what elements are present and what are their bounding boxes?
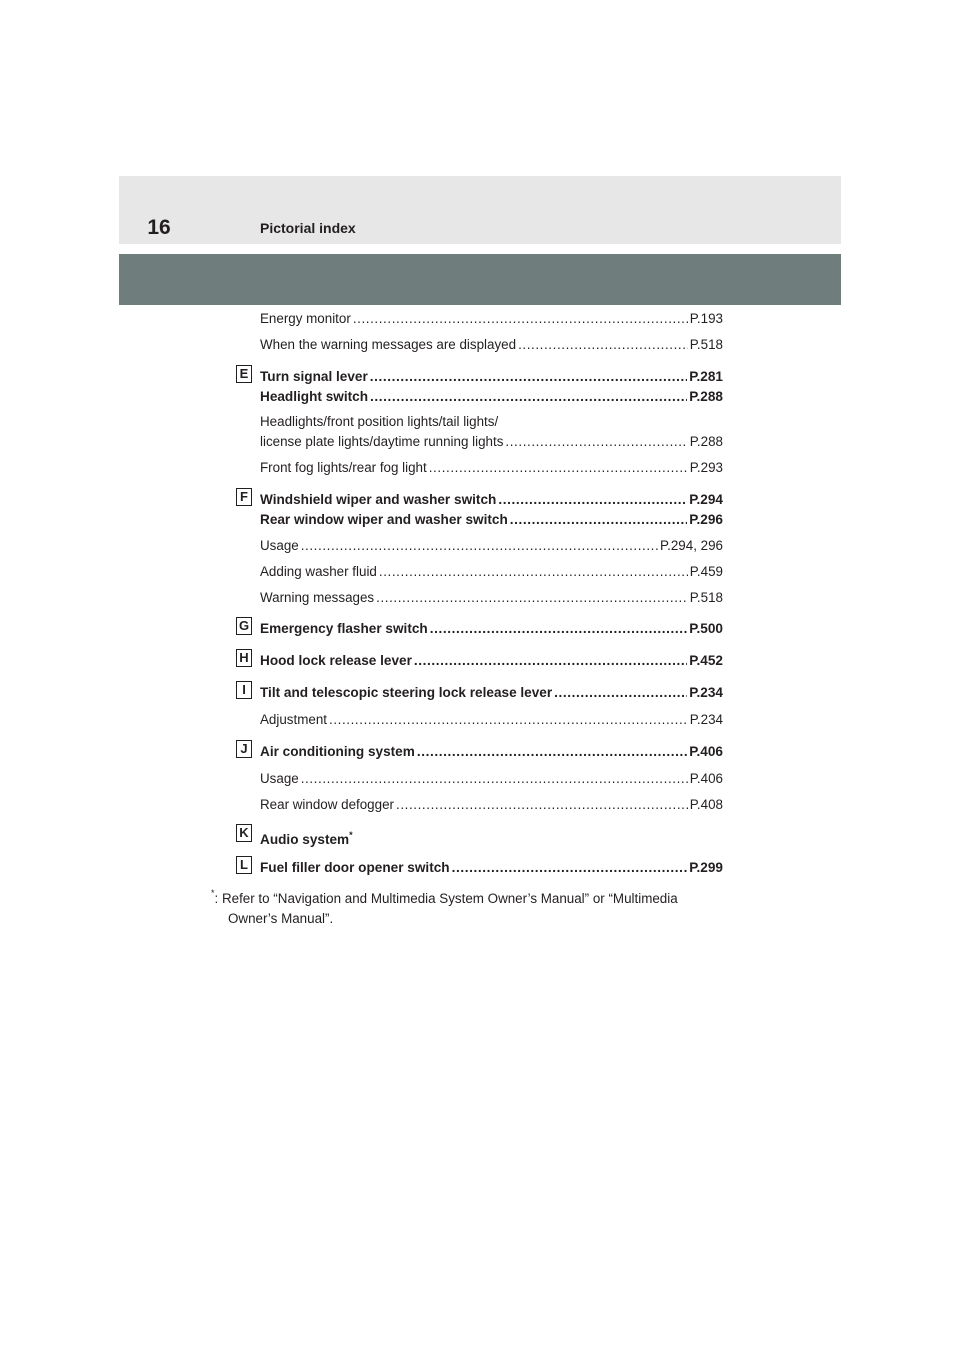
leader-dots (498, 491, 687, 508)
index-entry[interactable] (260, 827, 353, 848)
index-entry[interactable] (260, 336, 723, 353)
footnote-star: * (211, 888, 215, 898)
entry-label: Adding washer fluid (260, 564, 377, 579)
leader-dots (417, 743, 687, 760)
leader-dots (452, 859, 688, 876)
index-entry[interactable] (260, 589, 723, 606)
entry-label: Warning messages (260, 590, 375, 605)
entry-label: Usage (260, 538, 299, 553)
index-entry[interactable] (260, 511, 723, 528)
leader-dots (329, 711, 688, 728)
index-entry[interactable] (260, 711, 723, 728)
index-entry[interactable] (260, 796, 723, 813)
leader-dots (414, 652, 687, 669)
leader-dots (518, 336, 688, 353)
index-entry[interactable] (260, 743, 723, 760)
entry-page: P.234 (689, 685, 723, 700)
leader-dots (396, 796, 688, 813)
entry-label: Rear window wiper and washer switch (260, 512, 508, 527)
leader-dots (505, 433, 687, 450)
leader-dots (554, 684, 687, 701)
entry-label: When the warning messages are displayed (260, 337, 517, 352)
entry-page: P.408 (689, 797, 723, 812)
leader-dots (430, 620, 687, 637)
index-entry[interactable] (260, 770, 723, 787)
entry-page: P.296 (689, 512, 723, 527)
entry-label: Front fog lights/rear fog light (260, 460, 427, 475)
index-entry[interactable] (260, 859, 723, 876)
index-entry[interactable] (260, 684, 723, 701)
leader-dots (376, 589, 688, 606)
entry-page: P.293 (689, 460, 723, 475)
entry-label: Rear window defogger (260, 797, 394, 812)
entry-page: P.406 (689, 744, 723, 759)
callout-badge-l: L (236, 856, 252, 874)
entry-page: P.288 (689, 389, 723, 404)
index-entry[interactable] (260, 310, 723, 327)
entry-page: P.294, 296 (659, 538, 723, 553)
leader-dots (353, 310, 688, 327)
entry-page: P.288 (689, 434, 723, 449)
callout-badge-k: K (236, 824, 252, 842)
index-entry[interactable] (260, 368, 723, 385)
leader-dots (379, 563, 688, 580)
leader-dots (370, 388, 687, 405)
leader-dots (301, 770, 688, 787)
footnote (211, 883, 751, 929)
entry-label: license plate lights/daytime running lights (260, 434, 504, 449)
entry-page: P.294 (689, 492, 723, 507)
callout-badge-h: H (236, 649, 252, 667)
entry-label: Windshield wiper and washer switch (260, 492, 497, 507)
entry-label: Fuel filler door opener switch (260, 860, 450, 875)
entry-page: P.406 (689, 771, 723, 786)
entry-label: Turn signal lever (260, 369, 368, 384)
footnote-line-1: : Refer to “Navigation and Multimedia System Owner’s Manual” or “Multimedia (214, 891, 678, 906)
index-entry[interactable] (260, 537, 723, 554)
entry-page: P.500 (689, 621, 723, 636)
entry-page: P.281 (689, 369, 723, 384)
entry-page: P.459 (689, 564, 723, 579)
index-entry[interactable] (260, 563, 723, 580)
entry-label: Air conditioning system (260, 744, 415, 759)
entry-page: P.299 (689, 860, 723, 875)
entry-label: Adjustment (260, 712, 327, 727)
index-entry[interactable] (260, 491, 723, 508)
callout-badge-e: E (236, 365, 252, 383)
section-title: Pictorial index (260, 220, 356, 236)
entry-page: P.518 (689, 590, 723, 605)
index-entry[interactable] (260, 388, 723, 405)
footnote-line-2: Owner’s Manual”. (228, 911, 334, 926)
page-number: 16 (147, 216, 171, 239)
leader-dots (429, 459, 688, 476)
index-entry[interactable] (260, 620, 723, 637)
callout-badge-g: G (236, 617, 252, 635)
index-entry[interactable] (260, 433, 723, 450)
entry-label: Emergency flasher switch (260, 621, 428, 636)
leader-dots (510, 511, 687, 528)
entry-label: Headlight switch (260, 389, 369, 404)
callout-badge-f: F (236, 488, 252, 506)
callout-badge-j: J (236, 740, 252, 758)
entry-page: P.452 (689, 653, 723, 668)
index-entry-line: Headlights/front position lights/tail lights/ (260, 414, 499, 429)
entry-page: P.193 (689, 311, 723, 326)
entry-label: Usage (260, 771, 299, 786)
leader-dots (370, 368, 687, 385)
entry-page: P.518 (689, 337, 723, 352)
index-entry[interactable] (260, 459, 723, 476)
entry-page: P.234 (689, 712, 723, 727)
entry-label: Hood lock release lever (260, 653, 412, 668)
footnote-marker: * (349, 830, 353, 840)
leader-dots (301, 537, 658, 554)
entry-label: Audio system (260, 832, 350, 847)
entry-label: Tilt and telescopic steering lock release lever (260, 685, 553, 700)
callout-badge-i: I (236, 681, 252, 699)
index-entry[interactable] (260, 652, 723, 669)
entry-label: Energy monitor (260, 311, 351, 326)
